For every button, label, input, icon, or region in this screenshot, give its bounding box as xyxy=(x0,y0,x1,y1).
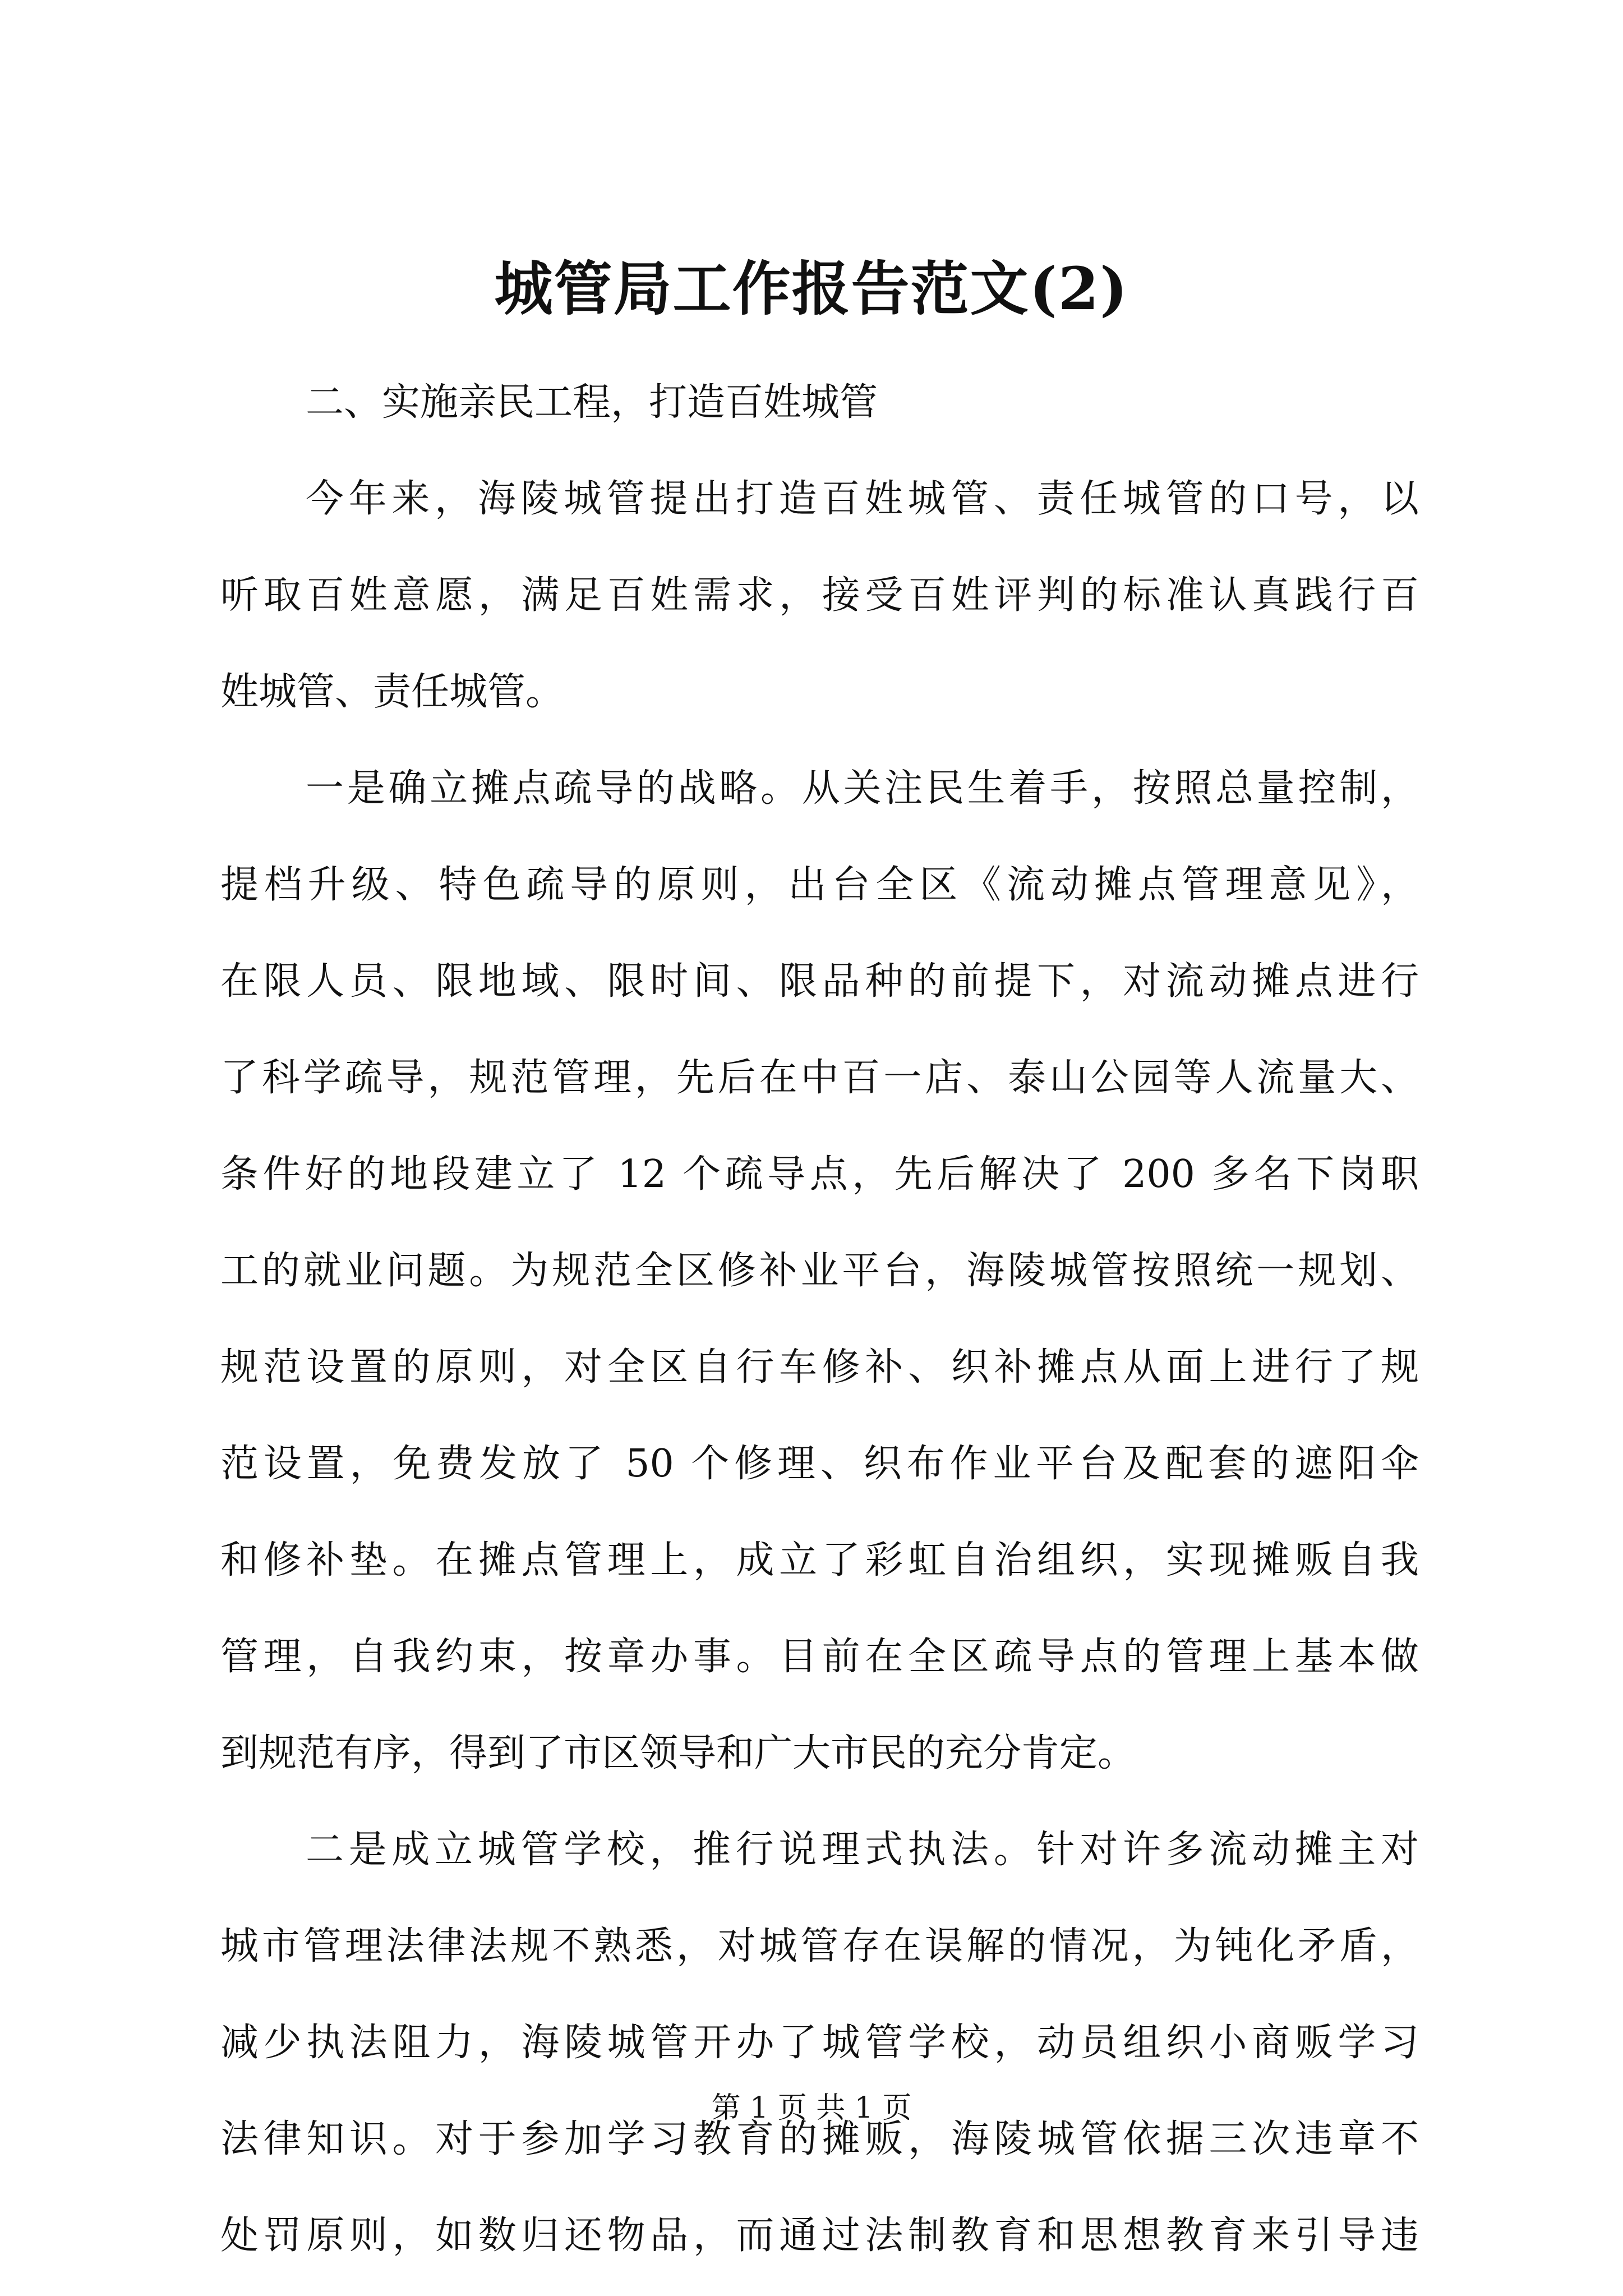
paragraph-line: 城市管理法律法规不熟悉，对城管存在误解的情况，为钝化矛盾， xyxy=(220,1924,1419,1968)
paragraph-line: 处罚原则，如数归还物品，而通过法制教育和思想教育来引导违 xyxy=(220,2214,1419,2258)
paragraph-line: 法律知识。对于参加学习教育的摊贩，海陵城管依据三次违章不 xyxy=(220,2117,1419,2161)
page-footer: 第 1 页 共 1 页 xyxy=(711,2091,912,2125)
paragraph-line: 到规范有序，得到了市区领导和广大市民的充分肯定。 xyxy=(220,1731,1136,1775)
paragraph-line: 姓城管、责任城管。 xyxy=(220,670,564,714)
paragraph-line: 规范设置的原则，对全区自行车修补、织补摊点从面上进行了规 xyxy=(220,1345,1419,1389)
document-title: 城管局工作报告范文(2) xyxy=(494,254,1129,323)
section-heading: 二、实施亲民工程，打造百姓城管 xyxy=(306,380,878,425)
paragraph-line: 条件好的地段建立了 12 个疏导点，先后解决了 200 多名下岗职 xyxy=(220,1152,1419,1197)
paragraph-line: 范设置，免费发放了 50 个修理、织布作业平台及配套的遮阳伞 xyxy=(220,1442,1419,1486)
paragraph-line: 管理，自我约束，按章办事。目前在全区疏导点的管理上基本做 xyxy=(220,1635,1419,1679)
paragraph-line: 今年来，海陵城管提出打造百姓城管、责任城管的口号，以 xyxy=(306,477,1419,521)
paragraph-line: 工的就业问题。为规范全区修补业平台，海陵城管按照统一规划、 xyxy=(220,1249,1419,1293)
paragraph-line: 了科学疏导，规范管理，先后在中百一店、泰山公园等人流量大、 xyxy=(220,1056,1419,1100)
paragraph-line: 在限人员、限地域、限时间、限品种的前提下，对流动摊点进行 xyxy=(220,959,1419,1004)
paragraph-line: 减少执法阻力，海陵城管开办了城管学校，动员组织小商贩学习 xyxy=(220,2021,1419,2065)
paragraph-line: 听取百姓意愿，满足百姓需求，接受百姓评判的标准认真践行百 xyxy=(220,573,1419,618)
paragraph-line: 提档升级、特色疏导的原则，出台全区《流动摊点管理意见》， xyxy=(220,863,1419,907)
document-body xyxy=(220,355,1419,2284)
paragraph-line: 和修补垫。在摊点管理上，成立了彩虹自治组织，实现摊贩自我 xyxy=(220,1538,1419,1582)
paragraph-line: 二是成立城管学校，推行说理式执法。针对许多流动摊主对 xyxy=(306,1828,1419,1872)
paragraph-line: 一是确立摊点疏导的战略。从关注民生着手，按照总量控制， xyxy=(306,766,1419,811)
